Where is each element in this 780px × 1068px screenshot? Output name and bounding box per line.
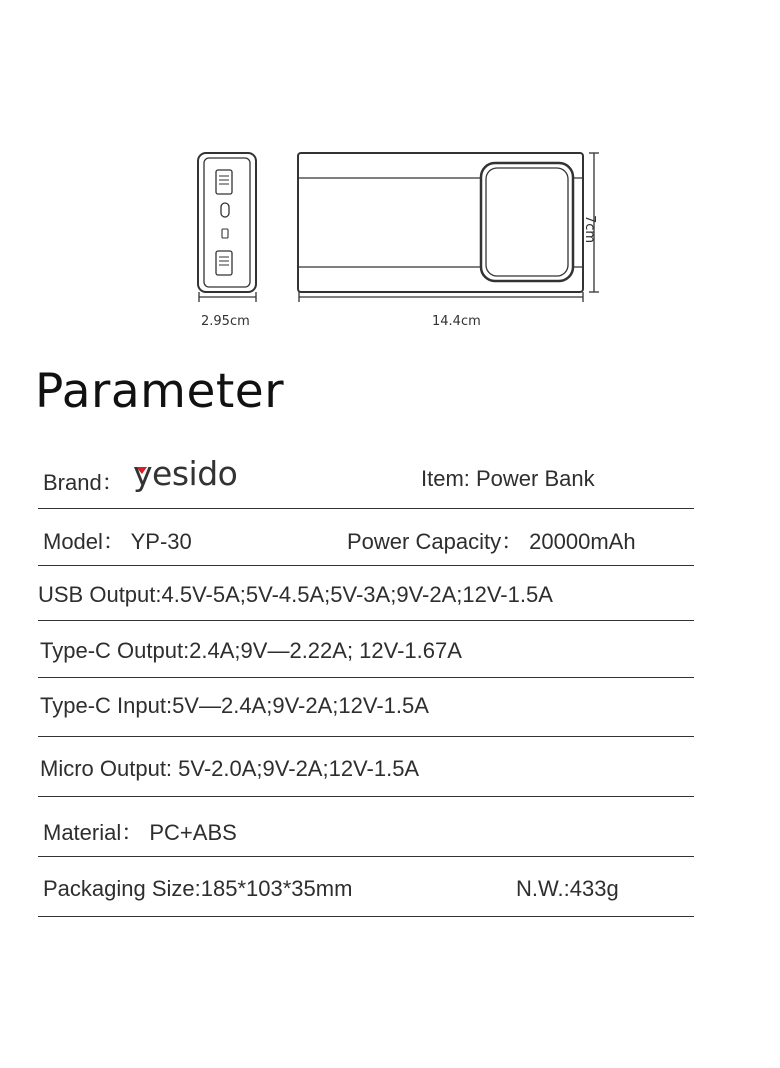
typec-input-value: Type-C Input:5V—2.4A;9V-2A;12V-1.5A (40, 693, 429, 718)
width-dimension-line (199, 292, 256, 302)
micro-output-value: Micro Output: 5V-2.0A;9V-2A;12V-1.5A (40, 756, 420, 781)
table-row-model (38, 509, 694, 566)
capacity-value: Power Capacity： 20000mAh (347, 529, 636, 554)
table-row-typec-input (38, 678, 694, 737)
parameter-table (38, 450, 694, 917)
model-value: Model： YP-30 (43, 529, 192, 554)
brand-logo (133, 458, 268, 492)
length-dimension-line (299, 292, 583, 302)
material-value: Material： PC+ABS (43, 820, 237, 845)
table-row-typec-output (38, 621, 694, 678)
table-row-brand (38, 450, 694, 509)
table-row-usb-output (38, 566, 694, 621)
item-value: Item: Power Bank (421, 466, 595, 491)
brand-label: Brand： (43, 470, 124, 495)
height-label: 7cm (582, 215, 597, 244)
typec-output-value: Type-C Output:2.4A;9V—2.22A; 12V-1.67A (40, 638, 462, 663)
page-title: Parameter (35, 364, 285, 419)
power-bank-drawing (0, 0, 780, 345)
usb-output-value: USB Output:4.5V-5A;5V-4.5A;5V-3A;9V-2A;12V-1.5A (38, 582, 553, 607)
table-row-micro-output (38, 737, 694, 797)
yesido-logo (133, 458, 268, 492)
length-label: 14.4cm (432, 314, 481, 329)
front-view (298, 153, 583, 292)
table-row-packaging (38, 857, 694, 917)
product-dimension-diagram (0, 0, 780, 345)
weight-value: N.W.:433g (516, 876, 619, 901)
side-view (198, 153, 256, 292)
svg-text:yesido: yesido (133, 458, 238, 492)
table-row-material (38, 797, 694, 857)
packaging-value: Packaging Size:185*103*35mm (43, 876, 353, 901)
width-label: 2.95cm (201, 314, 250, 329)
